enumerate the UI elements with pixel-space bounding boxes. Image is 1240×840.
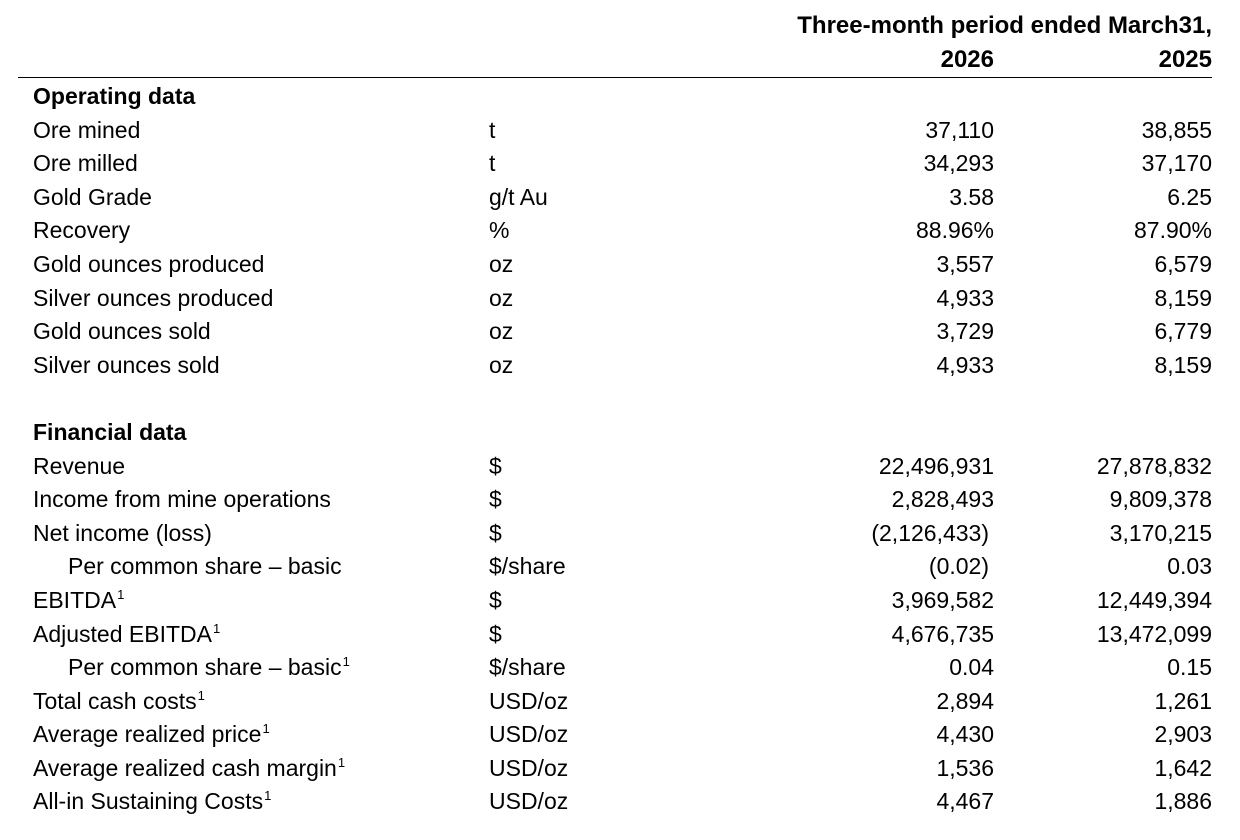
row-unit: USD/oz (489, 788, 569, 815)
row-label-text: Total cash costs (33, 687, 197, 714)
table-row (0, 550, 1240, 584)
table-row (0, 349, 1240, 383)
row-unit: USD/oz (489, 754, 569, 781)
row-label (68, 651, 350, 685)
table-row (0, 651, 1240, 685)
row-unit: t (489, 150, 496, 177)
row-label-text: Ore milled (33, 150, 138, 177)
period-heading: Three-month period ended March31, (797, 12, 1212, 39)
value-prior: 38,855 (1141, 116, 1212, 143)
row-label-text: Gold ounces produced (33, 250, 265, 277)
row-label-text: Per common share – basic (68, 654, 342, 681)
footnote-marker: 1 (337, 754, 346, 770)
row-label-text: Income from mine operations (33, 486, 331, 513)
value-prior: 27,878,832 (1096, 452, 1212, 479)
value-prior: 3,170,215 (1109, 519, 1212, 546)
value-current: (0.02) (928, 553, 989, 580)
value-prior: 0.03 (1167, 553, 1212, 580)
row-unit: $/share (489, 553, 566, 580)
value-prior: 0.15 (1167, 654, 1212, 681)
value-current: 3.58 (949, 183, 994, 210)
value-prior: 37,170 (1141, 150, 1212, 177)
value-current: 1,536 (936, 754, 994, 781)
row-label-text: Silver ounces sold (33, 351, 220, 378)
row-unit: $ (489, 486, 502, 513)
table-row (0, 785, 1240, 819)
row-label (33, 214, 130, 248)
value-current: 88.96% (915, 217, 994, 244)
row-label (68, 550, 342, 584)
row-label (33, 752, 345, 786)
value-current: 2,828,493 (891, 486, 994, 513)
row-label (33, 584, 124, 618)
table-row (0, 450, 1240, 484)
row-label-text: All-in Sustaining Costs (33, 788, 264, 815)
value-current: 3,969,582 (891, 586, 994, 613)
value-current: 4,467 (936, 788, 994, 815)
table-row (0, 181, 1240, 215)
value-current: 2,894 (936, 687, 994, 714)
table-row (0, 752, 1240, 786)
value-prior: 87.90% (1133, 217, 1212, 244)
table-row (0, 214, 1240, 248)
row-unit: % (489, 217, 510, 244)
value-current: 4,430 (936, 721, 994, 748)
footnote-marker: 1 (212, 620, 221, 636)
table-row (0, 685, 1240, 719)
value-prior: 6,579 (1154, 250, 1212, 277)
table-row (0, 618, 1240, 652)
row-label (33, 181, 152, 215)
header-divider (18, 77, 1212, 78)
value-current: 22,496,931 (878, 452, 994, 479)
table-row (0, 584, 1240, 618)
row-label (33, 483, 331, 517)
row-label (33, 147, 138, 181)
section-title: Financial data (33, 418, 187, 445)
row-label-text: Ore mined (33, 116, 141, 143)
row-unit: oz (489, 250, 514, 277)
value-prior: 6,779 (1154, 318, 1212, 345)
value-current: 37,110 (925, 116, 994, 143)
value-prior: 1,886 (1154, 788, 1212, 815)
footnote-marker: 1 (262, 721, 270, 737)
row-label-text: Net income (loss) (33, 519, 212, 546)
table-body (0, 80, 1240, 819)
row-label (33, 349, 220, 383)
row-unit: t (489, 116, 496, 143)
footnote-marker: 1 (342, 654, 350, 670)
row-label-text: Average realized price (33, 721, 262, 748)
value-prior: 1,642 (1154, 754, 1212, 781)
table-row (0, 718, 1240, 752)
table-row (0, 483, 1240, 517)
table-row (0, 517, 1240, 551)
value-current: 3,557 (936, 250, 994, 277)
row-unit: USD/oz (489, 687, 569, 714)
section-title: Operating data (33, 83, 196, 109)
section-spacer (0, 382, 1240, 416)
value-prior: 9,809,378 (1109, 486, 1212, 513)
row-label (33, 315, 211, 349)
row-unit: $/share (489, 654, 566, 681)
value-prior: 6.25 (1167, 183, 1212, 210)
row-unit: $ (489, 620, 502, 647)
value-current: 34,293 (923, 150, 994, 177)
value-current: 4,933 (936, 351, 994, 378)
year-heading-prior: 2025 (1158, 46, 1212, 73)
year-heading-current: 2026 (940, 46, 994, 73)
value-prior: 2,903 (1154, 721, 1212, 748)
row-unit: $ (489, 452, 502, 479)
row-label-text: Average realized cash margin (33, 754, 337, 781)
table-row (0, 248, 1240, 282)
row-label (33, 114, 140, 148)
value-prior: 13,472,099 (1096, 620, 1212, 647)
section-heading-row (0, 80, 1240, 114)
row-label-text: Revenue (33, 452, 126, 479)
section-heading-row (0, 416, 1240, 450)
footnote-marker: 1 (264, 788, 272, 804)
row-label (33, 450, 125, 484)
table-row (0, 315, 1240, 349)
row-label (33, 517, 212, 551)
row-label-text: Gold Grade (33, 183, 152, 210)
value-current: 4,933 (936, 284, 994, 311)
row-unit: oz (489, 351, 514, 378)
row-label (33, 718, 270, 752)
table-row (0, 114, 1240, 148)
row-label-text: Adjusted EBITDA (33, 620, 212, 647)
row-unit: $ (489, 519, 502, 546)
row-unit: USD/oz (489, 721, 569, 748)
row-label-text: Silver ounces produced (33, 284, 274, 311)
value-prior: 12,449,394 (1096, 586, 1212, 613)
row-label (33, 282, 273, 316)
value-prior: 1,261 (1154, 687, 1212, 714)
row-label-text: Per common share – basic (68, 553, 342, 580)
row-unit: g/t Au (489, 183, 548, 210)
row-unit: $ (489, 586, 502, 613)
footnote-marker: 1 (117, 586, 125, 602)
value-prior: 8,159 (1154, 284, 1212, 311)
row-label-text: Recovery (33, 217, 131, 244)
table-row (0, 147, 1240, 181)
row-label-text: EBITDA (33, 586, 117, 613)
value-current: 4,676,735 (891, 620, 994, 647)
value-prior: 8,159 (1154, 351, 1212, 378)
table-row (0, 282, 1240, 316)
row-label (33, 685, 205, 719)
row-unit: oz (489, 318, 514, 345)
row-label-text: Gold ounces sold (33, 318, 211, 345)
row-label (33, 785, 271, 819)
footnote-marker: 1 (197, 687, 205, 703)
value-current: (2,126,433) (871, 519, 989, 546)
row-unit: oz (489, 284, 514, 311)
value-current: 3,729 (936, 318, 994, 345)
row-label (33, 618, 220, 652)
row-label (33, 248, 264, 282)
value-current: 0.04 (949, 654, 994, 681)
